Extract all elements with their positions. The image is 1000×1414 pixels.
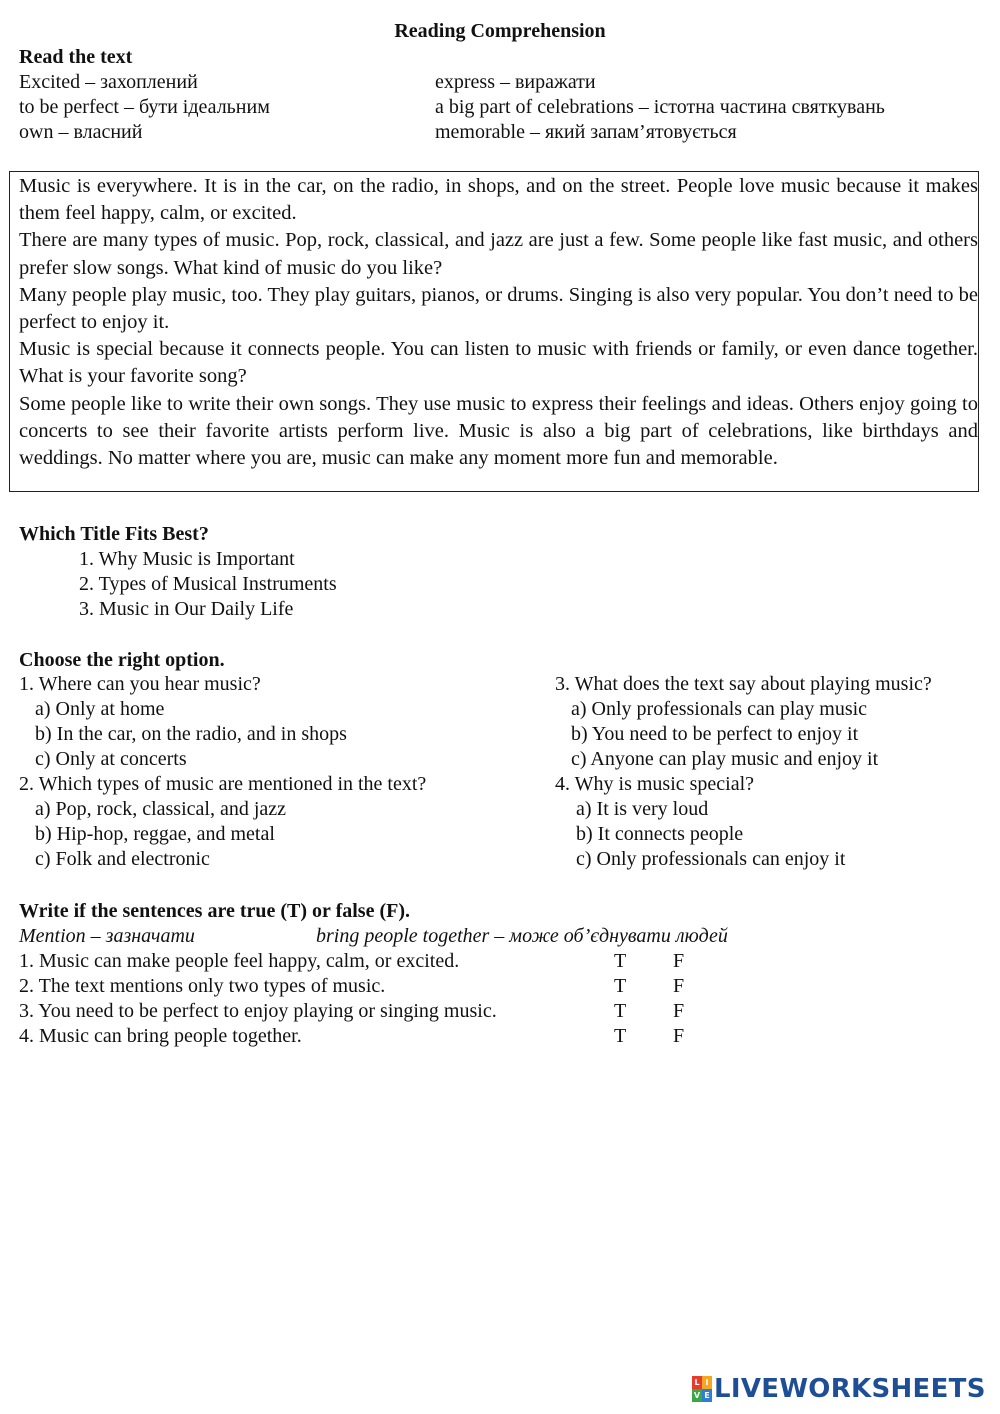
true-option[interactable]: T (614, 975, 627, 997)
liveworksheets-logo-icon: L I V E (692, 1376, 712, 1402)
vocab-item: memorable – який запам’ятовується (435, 121, 737, 143)
tf-statement-row (19, 949, 685, 974)
logo-text: LIVEWORKSHEETS (714, 1373, 986, 1404)
passage-paragraph: Some people like to write their own songs. They use music to express their feelings and ideas. Others enjoy going to concerts to see their favorite artists perform live. Music is also a big part of celebrations, like birthdays and weddings. No matter where you are, music can make any moment more fun and memorable. (19, 392, 978, 470)
question-text: 1. Where can you hear music? (19, 673, 261, 695)
false-option[interactable]: F (673, 1000, 685, 1022)
tf-statement: 3. You need to be perfect to enjoy playing or singing music. (19, 1000, 497, 1022)
question-text: 4. Why is music special? (555, 773, 755, 795)
tf-statement-row (19, 999, 685, 1024)
answer-option[interactable]: c) Anyone can play music and enjoy it (571, 748, 879, 770)
answer-option[interactable]: a) It is very loud (576, 798, 709, 820)
question-text: 3. What does the text say about playing music? (555, 673, 932, 695)
answer-option[interactable]: a) Only at home (35, 698, 165, 720)
tf-vocab-item: Mention – зазначати (19, 925, 195, 947)
answer-option[interactable]: c) Folk and electronic (35, 848, 210, 870)
true-option[interactable]: T (614, 1025, 627, 1047)
title-options (79, 547, 337, 622)
answer-option[interactable]: b) Hip-hop, reggae, and metal (35, 823, 275, 845)
passage-paragraph: Many people play music, too. They play guitars, pianos, or drums. Singing is also very popular. You don’t need to be perfect to enjoy it. (19, 283, 978, 334)
tf-vocab-item: bring people together – може об’єднувати людей (316, 925, 728, 947)
answer-option[interactable]: a) Pop, rock, classical, and jazz (35, 798, 287, 820)
vocab-item: own – власний (19, 121, 143, 143)
answer-option[interactable]: b) You need to be perfect to enjoy it (571, 723, 859, 745)
passage-paragraph: There are many types of music. Pop, rock, classical, and jazz are just a few. Some people like fast music, and others prefer slow songs. What kind of music do you like? (19, 229, 978, 279)
question-column-left (19, 672, 426, 872)
tf-statement-row (19, 974, 685, 999)
liveworksheets-logo[interactable] (692, 1374, 986, 1404)
tf-statement-row (19, 1024, 685, 1049)
tf-statement: 4. Music can bring people together. (19, 1025, 302, 1047)
answer-option[interactable]: c) Only at concerts (35, 748, 187, 770)
title-task-heading: Which Title Fits Best? (19, 523, 209, 545)
answer-option[interactable]: a) Only professionals can play music (571, 698, 868, 720)
true-option[interactable]: T (614, 950, 627, 972)
answer-option[interactable]: b) It connects people (576, 823, 744, 845)
vocab-item: express – виражати (435, 71, 596, 93)
read-heading: Read the text (19, 46, 133, 68)
vocab-item: to be perfect – бути ідеальним (19, 96, 270, 118)
question-text: 2. Which types of music are mentioned in the text? (19, 773, 427, 795)
page-title: Reading Comprehension (394, 20, 606, 42)
answer-option[interactable]: b) In the car, on the radio, and in shops (35, 723, 347, 745)
false-option[interactable]: F (673, 1025, 685, 1047)
vocab-item: Excited – захоплений (19, 71, 198, 93)
passage-paragraph: Music is everywhere. It is in the car, on the radio, in shops, and on the street. People love music because it makes them feel happy, calm, or excited. (19, 175, 978, 225)
question-column-right (555, 672, 932, 872)
answer-option[interactable]: c) Only professionals can enjoy it (576, 848, 846, 870)
tf-statement: 1. Music can make people feel happy, calm, or excited. (19, 950, 460, 972)
title-option[interactable]: 3. Music in Our Daily Life (79, 598, 294, 620)
true-option[interactable]: T (614, 1000, 627, 1022)
false-option[interactable]: F (673, 975, 685, 997)
tf-statement: 2. The text mentions only two types of music. (19, 975, 386, 997)
reading-passage (9, 171, 979, 492)
false-option[interactable]: F (673, 950, 685, 972)
choose-heading: Choose the right option. (19, 649, 225, 671)
title-option[interactable]: 1. Why Music is Important (79, 548, 295, 570)
passage-paragraph: Music is special because it connects people. You can listen to music with friends or family, or even dance together. What is your favorite song? (19, 338, 978, 388)
title-option[interactable]: 2. Types of Musical Instruments (79, 573, 337, 595)
vocab-item: a big part of celebrations – істотна частина святкувань (435, 96, 885, 118)
truefalse-heading: Write if the sentences are true (T) or false (F). (19, 900, 410, 922)
